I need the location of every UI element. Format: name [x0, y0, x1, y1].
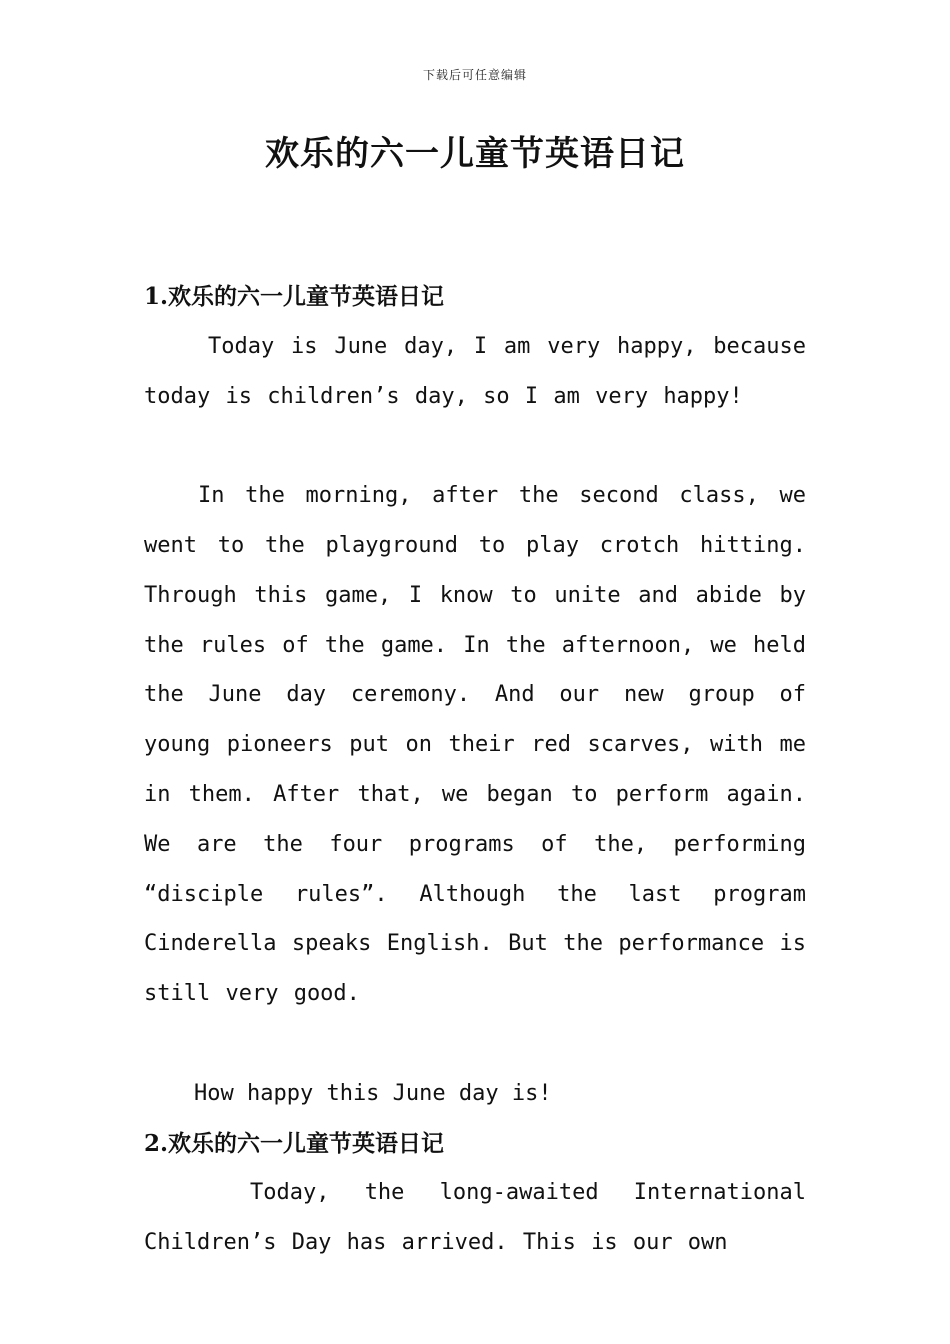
document-title: 欢乐的六一儿童节英语日记 [265, 134, 685, 174]
section-2-heading: 2.欢乐的六一儿童节英语日记 [144, 1129, 445, 1157]
header-note: 下载后可任意编辑 [422, 68, 527, 82]
section-2-paragraph-1: Today, the long-awaited International Children’s Day has arrived. This is our own [144, 1180, 806, 1256]
section-1-paragraph-3: How happy this June day is! [194, 1080, 552, 1106]
section-1-paragraph-1: Today is June day, I am very happy, because today is children’s day, so I am very happy! [144, 333, 806, 409]
paragraph-spacer [144, 1019, 806, 1069]
section-1-paragraph-2: In the morning, after the second class, we went to the playground to play crotch hitting. Through this game, I know to unite and abide by the rules of the game. In the afternoon, we held the June day ceremony. And our new group of young pioneers put on their red scarves, with me in them. After that, we began to perform again. We are the four programs of the, performing “disciple rules”. Although the last program Cinderella speaks English. But the performance is still very good. [144, 483, 806, 1007]
document-body [144, 272, 806, 1268]
paragraph-spacer [144, 421, 806, 471]
section-1-heading: 1.欢乐的六一儿童节英语日记 [144, 283, 445, 310]
